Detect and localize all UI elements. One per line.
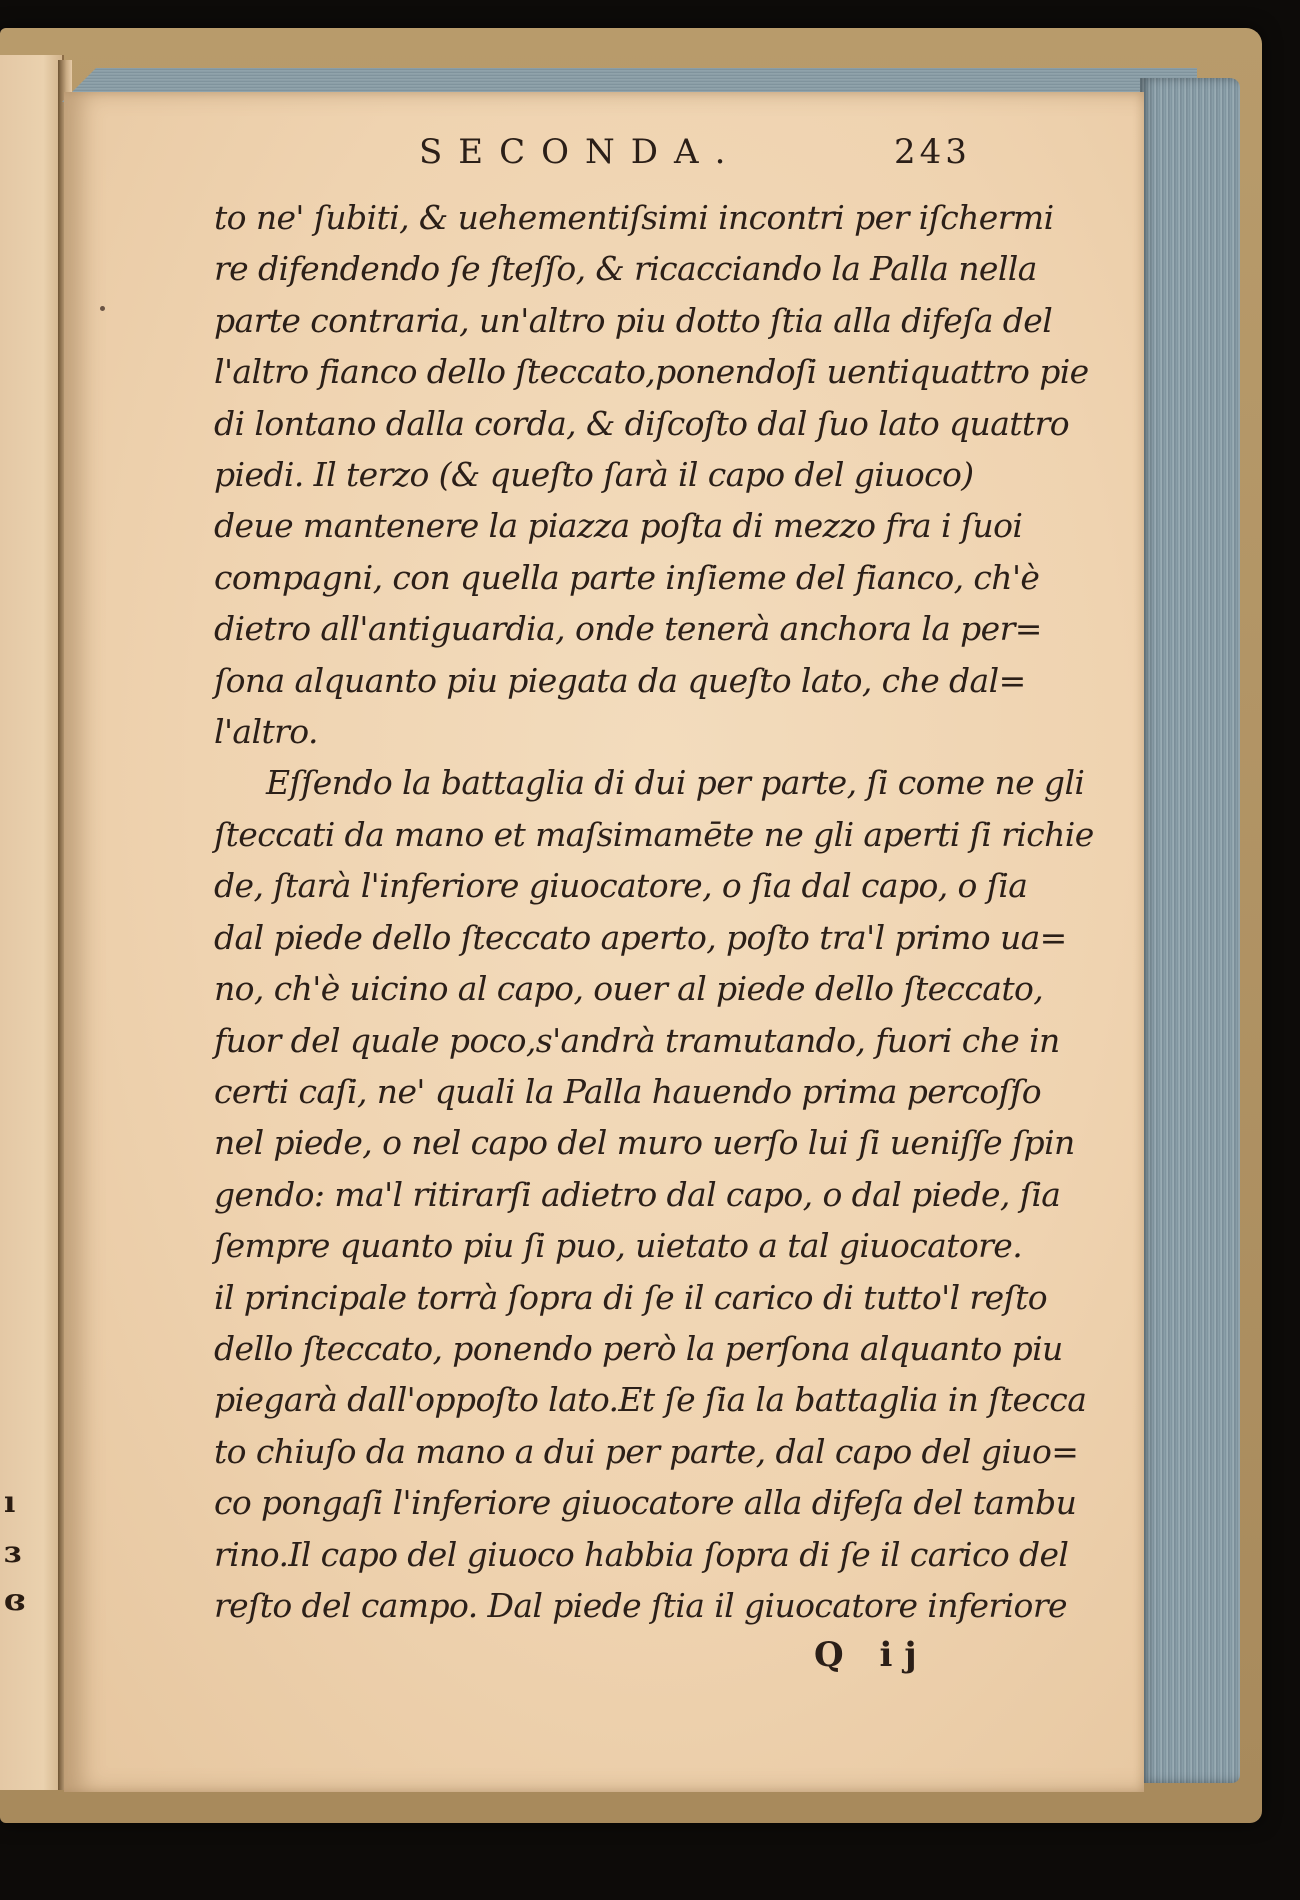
text-line: il principale torrà ſopra di ſe il carico di tutto'l reſto bbox=[214, 1277, 1048, 1317]
text-line: di lontano dalla corda, & diſcoſto dal ſuo lato quattro bbox=[214, 403, 1070, 443]
left-page-mark: ɜ bbox=[4, 1535, 21, 1570]
text-line: certi caſi, ne' quali la Palla hauendo prima percoſſo bbox=[214, 1071, 1042, 1111]
ink-speck bbox=[100, 306, 105, 311]
text-line: dietro all'antiguardia, onde tenerà anchora la per= bbox=[214, 609, 1042, 649]
text-line: co pongaſi l'inferiore giuocatore alla difeſa del tambu bbox=[214, 1483, 1077, 1523]
text-line: to ne' ſubiti, & uehementiſsimi incontri per iſchermi bbox=[214, 198, 1054, 237]
right-page-edges bbox=[1140, 78, 1240, 1783]
text-line: deue mantenere la piazza poſta di mezzo fra i ſuoi bbox=[214, 506, 1023, 546]
text-line: l'altro fianco dello ſteccato,ponendoſi uentiquattro pie bbox=[214, 352, 1089, 392]
text-line: parte contraria, un'altro piu dotto ſtia alla difeſa del bbox=[214, 300, 1053, 340]
paragraph-start-line: Eſſendo la battaglia di dui per parte, ſi come ne gli bbox=[266, 763, 1085, 803]
text-line: re difendendo ſe ſteſſo, & ricacciando la Palla nella bbox=[214, 249, 1037, 289]
signature-text: Q ij bbox=[814, 1635, 929, 1676]
text-line: compagni, con quella parte inſieme del fianco, ch'è bbox=[214, 557, 1040, 597]
text-line: to chiuſo da mano a dui per parte, dal capo del giuo= bbox=[214, 1431, 1079, 1471]
book-page bbox=[64, 92, 1144, 1792]
text-line: de, ſtarà l'inferiore giuocatore, o ſia dal capo, o ſia bbox=[214, 866, 1028, 906]
running-head bbox=[214, 132, 1054, 186]
text-line: ſona alquanto piu piegata da queſto lato, che dal= bbox=[214, 660, 1026, 700]
text-line: ſteccati da mano et maſsimamēte ne gli aperti ſi richie bbox=[214, 814, 1094, 854]
page-number: 243 bbox=[894, 132, 971, 172]
text-line: reſto del campo. Dal piede ſtia il giuocatore inferiore bbox=[214, 1585, 1067, 1625]
left-page-mark: ɞ bbox=[4, 1583, 26, 1618]
signature-mark bbox=[214, 1635, 1054, 1685]
text-line: gendo: ma'l ritirarſi adietro dal capo, o dal piede, ſia bbox=[214, 1174, 1061, 1214]
text-line: dal piede dello ſteccato aperto, poſto tra'l primo ua= bbox=[214, 917, 1067, 957]
text-line: l'altro. bbox=[214, 712, 318, 752]
running-head-title: SECONDA. bbox=[419, 132, 742, 172]
text-line: fuor del quale poco,s'andrà tramutando, fuori che in bbox=[214, 1020, 1060, 1060]
text-line: rino.Il capo del giuoco habbia ſopra di ſe il carico del bbox=[214, 1534, 1069, 1574]
previous-page-edge bbox=[0, 55, 64, 1790]
text-line: no, ch'è uicino al capo, ouer al piede dello ſteccato, bbox=[214, 969, 1044, 1009]
text-line: piedi. Il terzo (& queſto ſarà il capo del giuoco) bbox=[214, 455, 974, 495]
text-line: piegarà dall'oppoſto lato.Et ſe ſia la battaglia in ſtecca bbox=[214, 1380, 1087, 1420]
body-text bbox=[214, 192, 1094, 1631]
left-page-mark: ı bbox=[4, 1485, 16, 1520]
page-text-block bbox=[214, 132, 1094, 1685]
text-line: ſempre quanto piu ſi puo, uietato a tal giuocatore. bbox=[214, 1226, 1023, 1266]
text-line: dello ſteccato, ponendo però la perſona alquanto piu bbox=[214, 1328, 1063, 1368]
text-line: nel piede, o nel capo del muro uerſo lui ſi ueniſſe ſpin bbox=[214, 1123, 1075, 1163]
